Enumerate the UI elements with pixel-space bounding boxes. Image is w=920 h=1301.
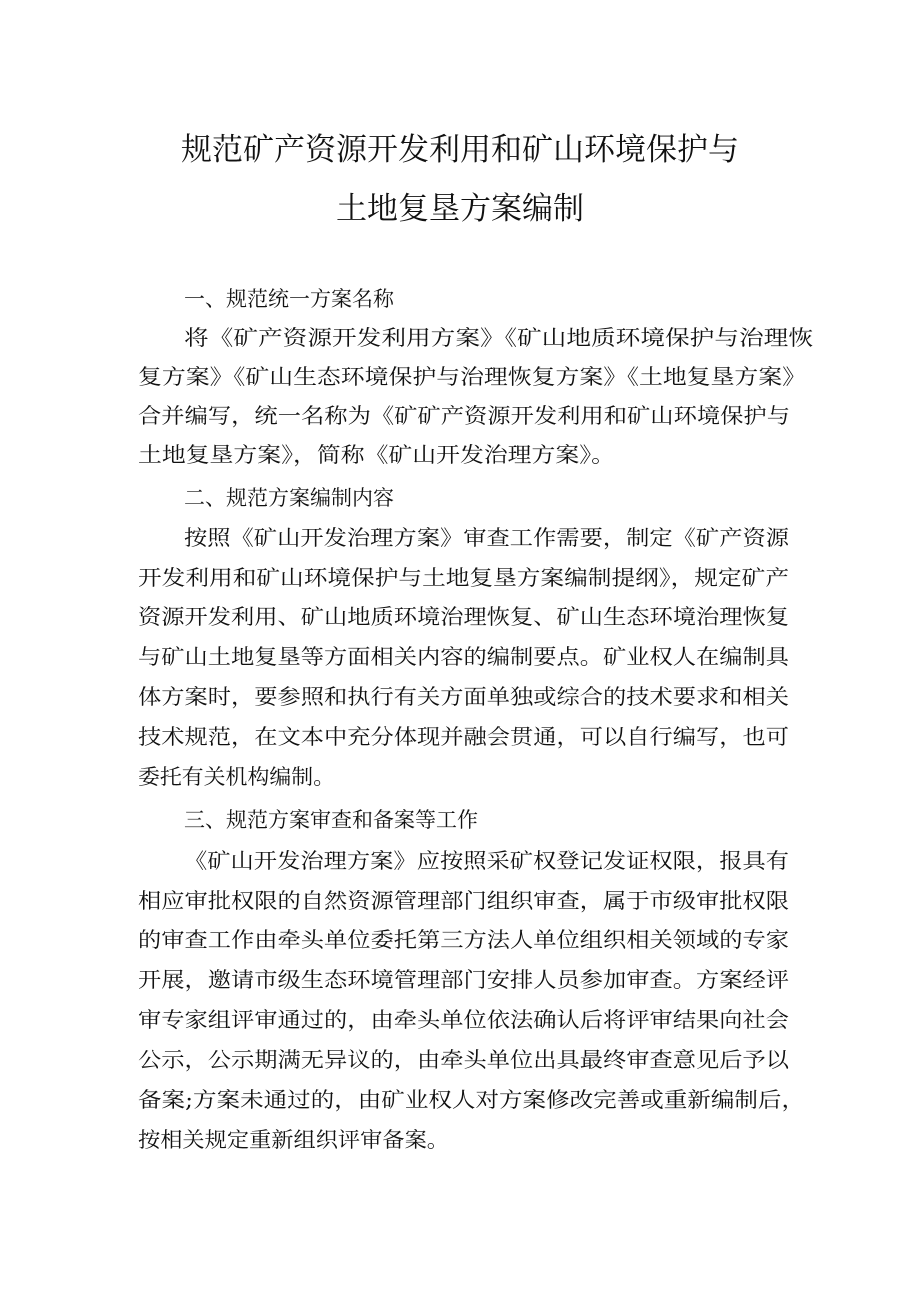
paragraph-line: 复方案》《矿山生态环境保护与治理恢复方案》《土地复垦方案》 [138, 365, 806, 389]
paragraph-line: 备案;方案未通过的，由矿业权人对方案修改完善或重新编制后， [138, 1088, 805, 1112]
paragraph-line: 开展，邀请市级生态环境管理部门安排人员参加审查。方案经评 [138, 968, 789, 992]
paragraph-line: 相应审批权限的自然资源管理部门组织审查，属于市级审批权限 [138, 889, 789, 913]
paragraph-line: 《矿山开发治理方案》应按照采矿权登记发证权限，报具有 [184, 849, 789, 873]
paragraph-line: 公示，公示期满无异议的，由牵头单位出具最终审查意见后予以 [138, 1048, 789, 1072]
paragraph-line: 审专家组评审通过的，由牵头单位依法确认后将评审结果向社会 [138, 1008, 789, 1032]
paragraph-line: 资源开发利用、矿山地质环境治理恢复、矿山生态环境治理恢复 [138, 605, 789, 629]
paragraph-line: 技术规范，在文本中充分体现并融会贯通，可以自行编写，也可 [138, 725, 789, 749]
document-title-line-2: 土地复垦方案编制 [336, 191, 584, 227]
section-heading-1: 一、规范统一方案名称 [184, 287, 394, 311]
paragraph-line: 开发利用和矿山环境保护与土地复垦方案编制提纲》，规定矿产 [138, 566, 789, 590]
paragraph-line: 体方案时，要参照和执行有关方面单独或综合的技术要求和相关 [138, 685, 789, 709]
paragraph-line: 按照《矿山开发治理方案》审查工作需要，制定《矿产资源 [184, 526, 789, 550]
section-heading-3: 三、规范方案审查和备案等工作 [184, 808, 478, 832]
paragraph-line: 的审查工作由牵头单位委托第三方法人单位组织相关领域的专家 [138, 928, 789, 952]
paragraph-line: 合并编写，统一名称为《矿矿产资源开发利用和矿山环境保护与 [138, 404, 790, 428]
paragraph-line: 将《矿产资源开发利用方案》《矿山地质环境保护与治理恢 [184, 326, 813, 350]
paragraph-line: 委托有关机构编制。 [138, 765, 335, 789]
section-heading-2: 二、规范方案编制内容 [184, 486, 394, 510]
paragraph-line: 按相关规定重新组织评审备案。 [138, 1128, 449, 1152]
document-title-line-1: 规范矿产资源开发利用和矿山环境保护与 [181, 132, 739, 168]
paragraph-line: 土地复垦方案》，简称《矿山开发治理方案》。 [138, 443, 615, 467]
paragraph-line: 与矿山土地复垦等方面相关内容的编制要点。矿业权人在编制具 [138, 645, 789, 669]
